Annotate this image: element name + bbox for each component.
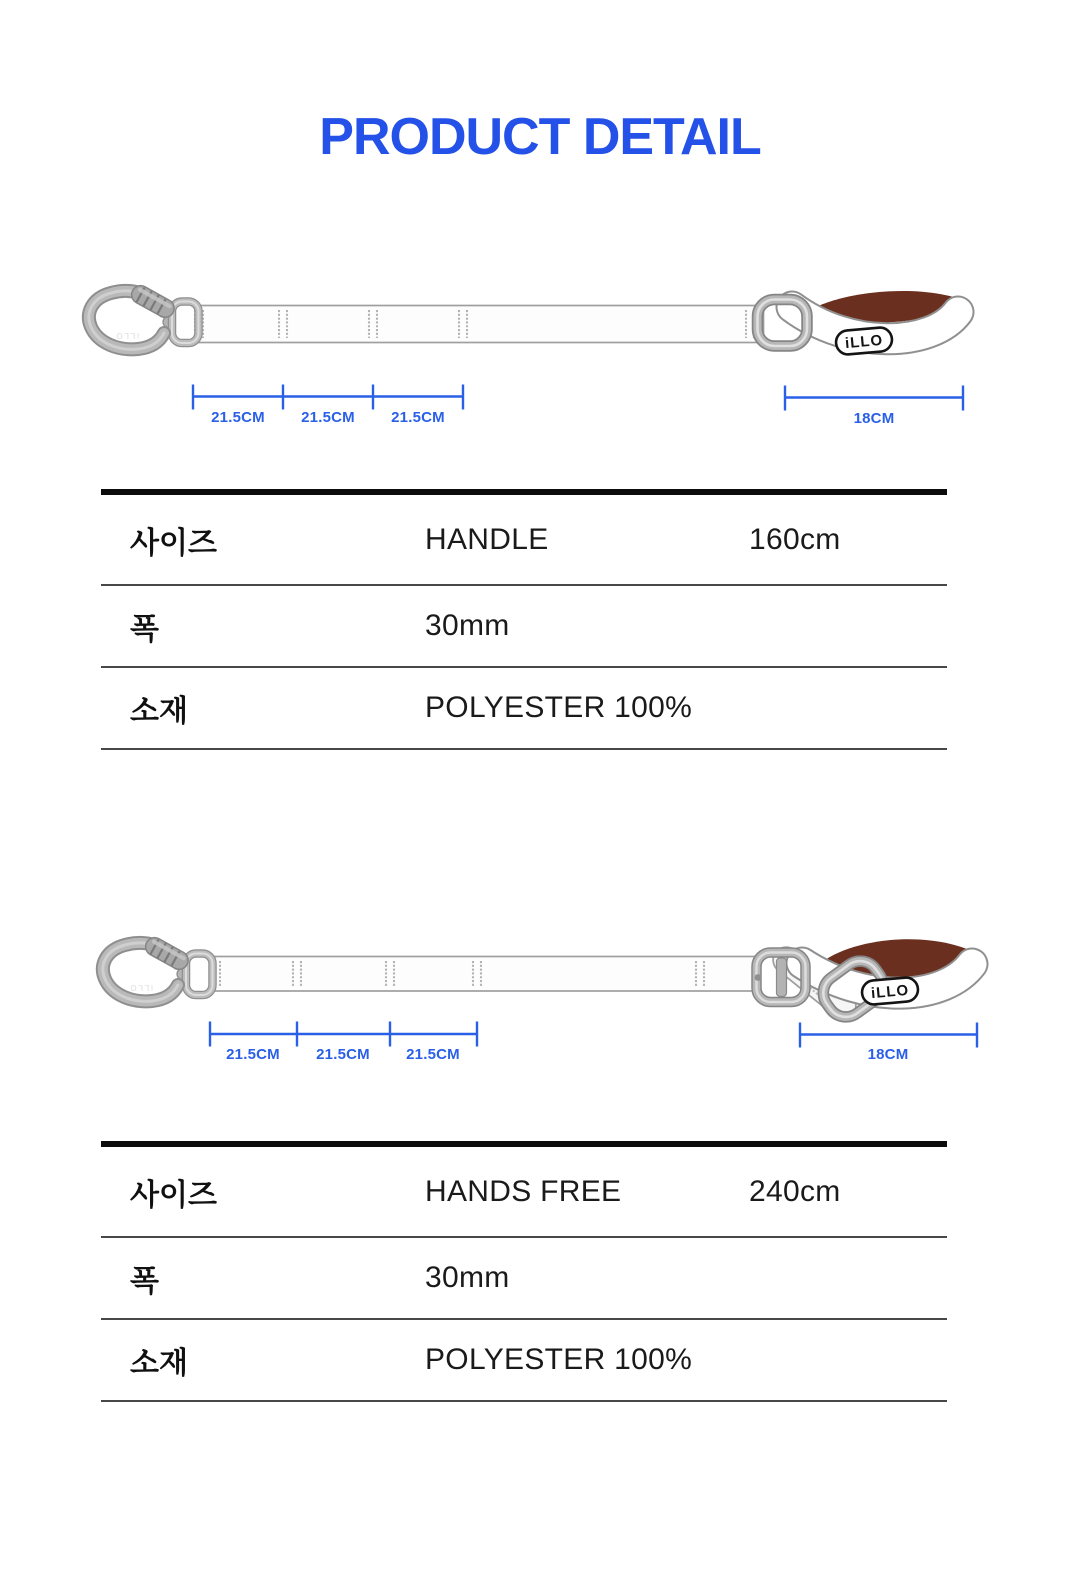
brand-label: iLLO — [870, 981, 910, 1003]
measure-ruler-segments — [210, 1022, 477, 1047]
leash-strap — [197, 306, 764, 343]
spec-value: POLYESTER 100% — [425, 691, 693, 724]
spec-table-hands-free — [101, 1141, 947, 1402]
spec-row — [101, 1238, 947, 1320]
spec-value: 30mm — [425, 609, 510, 642]
measure-ruler-handle — [800, 1023, 977, 1048]
leash-handle-illustration — [0, 250, 1080, 425]
handle-measure-label: 18CM — [853, 410, 895, 427]
spec-row — [101, 1320, 947, 1402]
spec-size-value: 240cm — [749, 1174, 841, 1208]
segment-measure-label: 21.5CM — [301, 409, 355, 426]
brand-badge — [861, 977, 919, 1006]
spec-value: HANDLE — [425, 522, 549, 556]
spec-value: HANDS FREE — [425, 1174, 622, 1208]
segment-measure-label: 21.5CM — [316, 1046, 370, 1063]
spec-row — [101, 495, 947, 586]
measure-ruler-handle — [785, 386, 963, 411]
spec-label: 소재 — [130, 1347, 188, 1380]
handle-measure-label: 18CM — [867, 1046, 909, 1063]
spec-label: 소재 — [130, 695, 188, 728]
spec-value: POLYESTER 100% — [425, 1343, 693, 1376]
spec-row — [101, 586, 947, 668]
spec-label: 폭 — [130, 1265, 159, 1298]
spec-size-value: 160cm — [749, 522, 841, 556]
spec-label: 사이즈 — [130, 1178, 217, 1212]
spec-row — [101, 1147, 947, 1238]
segment-measure-label: 21.5CM — [226, 1046, 280, 1063]
measure-ruler-segments — [193, 385, 463, 410]
spec-table-handle — [101, 489, 947, 750]
brand-label: iLLO — [844, 331, 884, 353]
spec-row — [101, 668, 947, 750]
spec-value: 30mm — [425, 1261, 510, 1294]
segment-measure-label: 21.5CM — [211, 409, 265, 426]
page-title: PRODUCT DETAIL — [319, 108, 761, 166]
spec-label: 폭 — [130, 613, 159, 646]
spec-label: 사이즈 — [130, 526, 217, 560]
segment-measure-label: 21.5CM — [391, 409, 445, 426]
segment-measure-label: 21.5CM — [406, 1046, 460, 1063]
brand-badge — [835, 327, 893, 356]
